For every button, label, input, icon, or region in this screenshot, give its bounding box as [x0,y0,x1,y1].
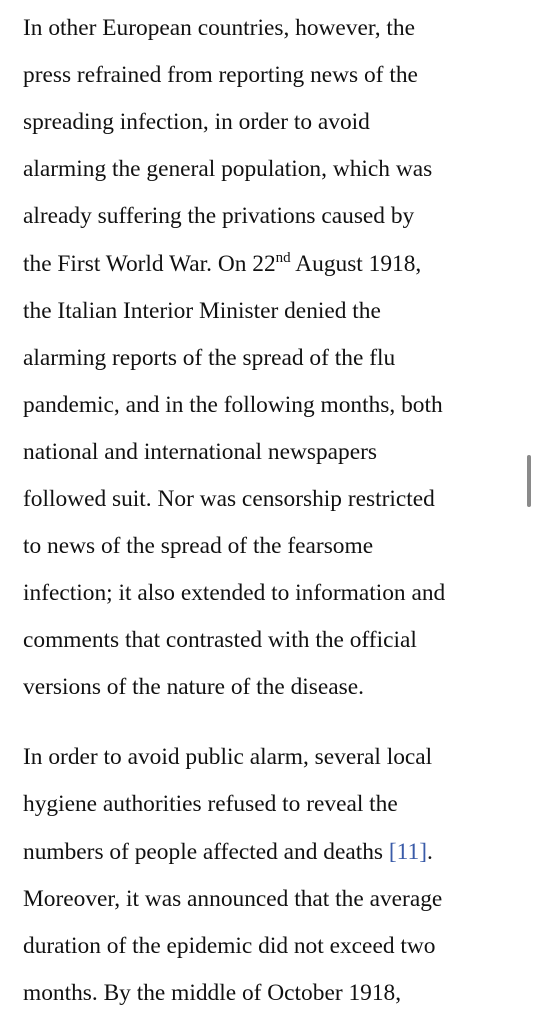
paragraph-1-line-3: spreading infection, in order to avoid [23,109,370,135]
paragraph-1-line-14: comments that contrasted with the official [23,627,417,653]
paragraph-1-line-4: alarming the general population, which was [23,156,433,182]
paragraph-2-line-4: Moreover, it was announced that the average [23,886,443,912]
paragraph-1-line-9: pandemic, and in the following months, both [23,392,443,418]
line-3-text-before: numbers of people affected and deaths [23,839,389,865]
paragraph-2-line-6: months. By the middle of October 1918, [23,980,402,1006]
line-3-text-after: . [427,839,433,865]
paragraph-1-line-2: press refrained from reporting news of the [23,62,418,88]
paragraph-1-line-7: the Italian Interior Minister denied the [23,298,381,324]
reference-link-11[interactable]: [11] [388,839,427,865]
paragraph-2-line-1: In order to avoid public alarm, several local [23,744,433,770]
scrollbar-thumb[interactable] [527,455,531,507]
paragraph-2-line-3 [23,837,433,867]
paragraph-1-line-10: national and international newspapers [23,439,377,465]
paragraph-1-line-8: alarming reports of the spread of the flu [23,345,396,371]
line-6-text-before: the First World War. On 22 [23,251,276,277]
paragraph-1-line-5: already suffering the privations caused by [23,203,415,229]
paragraph-1-line-15: versions of the nature of the disease. [23,674,365,700]
paragraph-1-line-13: infection; it also extended to information and [23,580,446,606]
paragraph-2-line-5: duration of the epidemic did not exceed two [23,933,436,959]
paragraph-1-line-11: followed suit. Nor was censorship restricted [23,486,435,512]
line-6-text-after: August 1918, [290,251,422,277]
paragraph-1-line-12: to news of the spread of the fearsome [23,533,374,559]
ordinal-superscript: nd [275,250,291,266]
paragraph-2-line-2: hygiene authorities refused to reveal the [23,791,398,817]
paragraph-1-line-1: In other European countries, however, the [23,15,416,41]
paragraph-1-line-6 [23,249,421,279]
